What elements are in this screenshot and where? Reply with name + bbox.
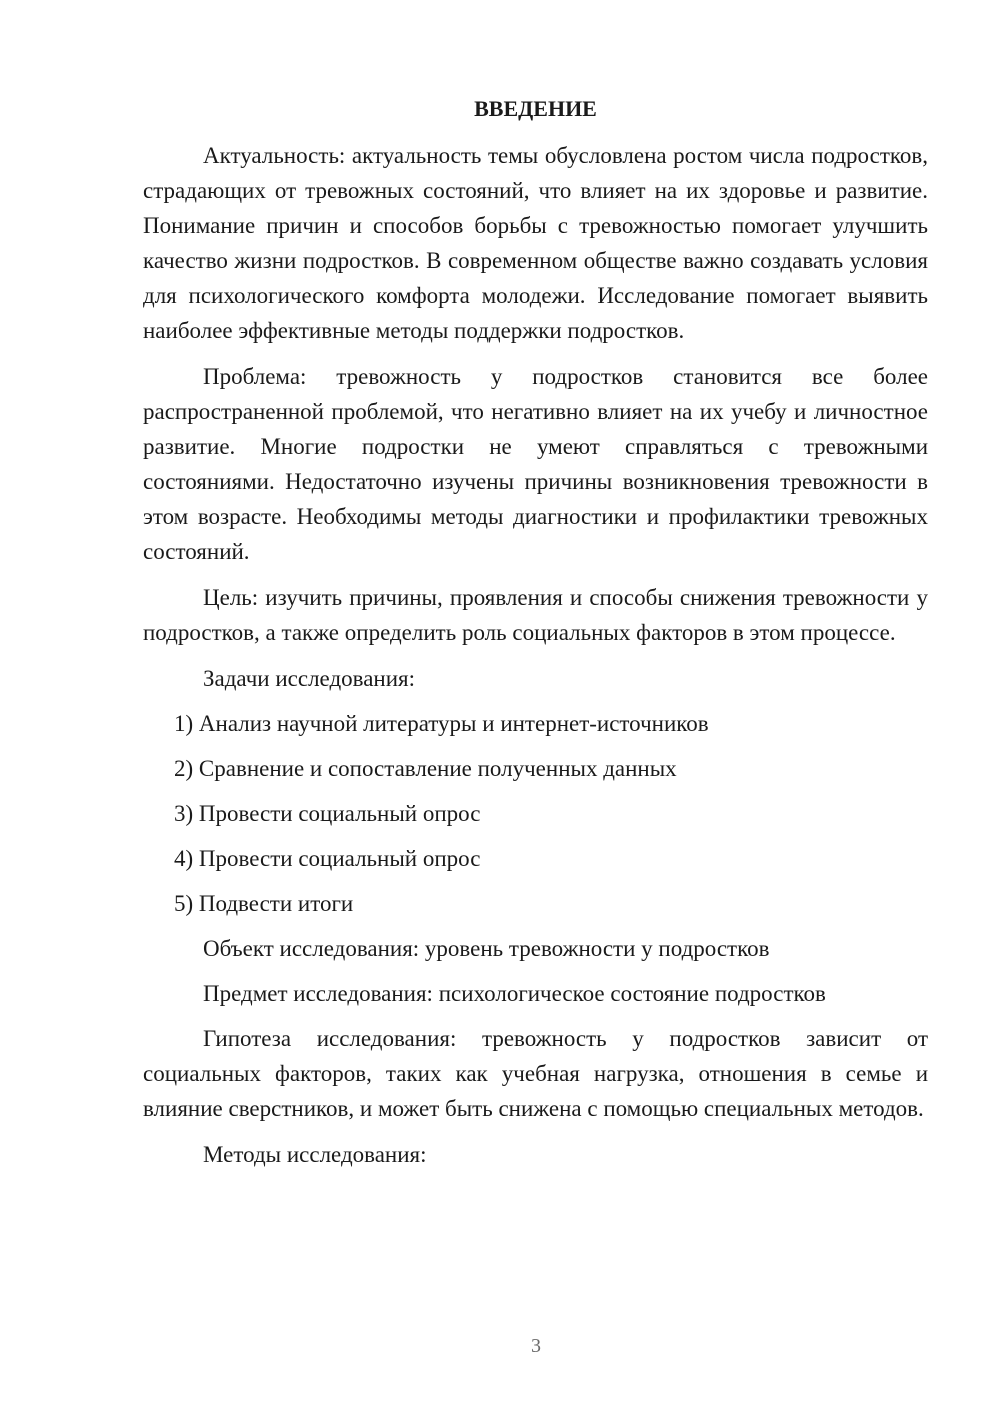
goal-paragraph: Цель: изучить причины, проявления и способы снижения тревожности у подростков, а также определить роль социальных факторов в этом процессе. [143,585,928,645]
subject-line: Предмет исследования: психологическое состояние подростков [203,981,826,1006]
list-item: 4) Провести социальный опрос [174,846,481,871]
list-item: 1) Анализ научной литературы и интернет-источников [174,711,709,736]
list-item: 5) Подвести итоги [174,891,354,916]
tasks-list [143,706,928,921]
methods-heading: Методы исследования: [203,1142,427,1167]
page-number: 3 [531,1335,541,1357]
problem-paragraph: Проблема: тревожность у подростков становится все более распространенной проблемой, что негативно влияет на их учебу и личностное развитие. Многие подростки не умеют справляться с тревожными состояниями. Недостаточно изучены причины возникновения тревожности в этом возрасте. Необходимы методы диагностики и профилактики тревожных состояний. [143,364,928,564]
page-content [143,94,928,1182]
object-line: Объект исследования: уровень тревожности у подростков [203,936,770,961]
hypothesis-paragraph: Гипотеза исследования: тревожность у подростков зависит от социальных факторов, таких как учебная нагрузка, отношения в семье и влияние сверстников, и может быть снижена с помощью специальных методов. [143,1026,928,1121]
list-item: 2) Сравнение и сопоставление полученных данных [174,756,677,781]
tasks-heading: Задачи исследования: [203,666,416,691]
relevance-paragraph: Актуальность: актуальность темы обусловлена ростом числа подростков, страдающих от тревожных состояний, что влияет на их здоровье и развитие. Понимание причин и способов борьбы с тревожностью помогает улучшить качество жизни подростков. В современном обществе важно создавать условия для психологического комфорта молодежи. Исследование помогает выявить наиболее эффективные методы поддержки подростков. [143,143,928,343]
list-item: 3) Провести социальный опрос [174,801,481,826]
page-title: ВВЕДЕНИЕ [474,96,597,121]
